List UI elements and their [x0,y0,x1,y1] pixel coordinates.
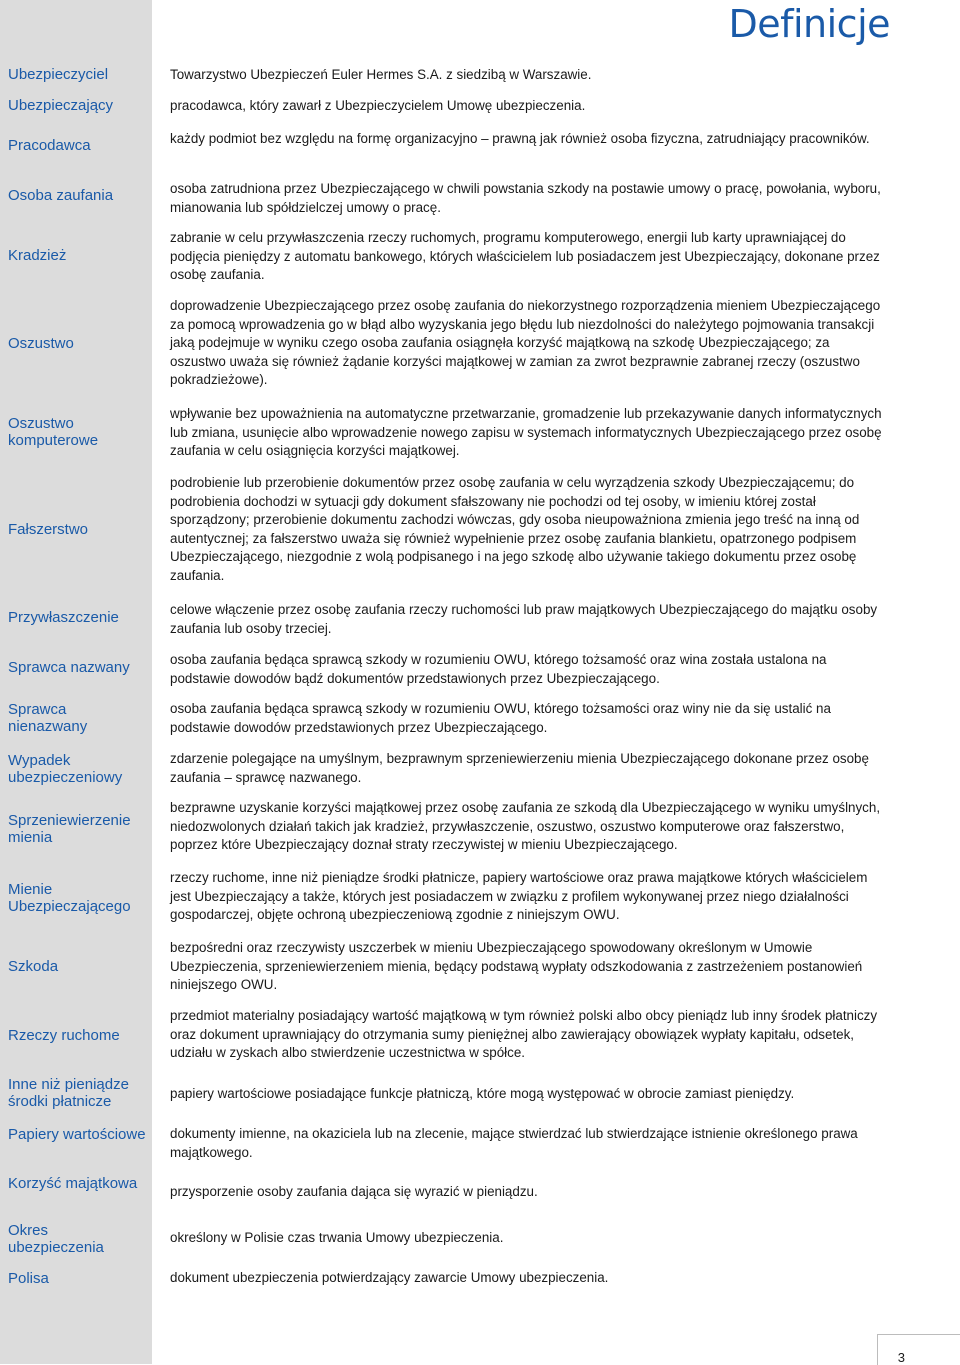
definition-text: osoba zaufania będąca sprawcą szkody w rozumieniu OWU, którego tożsamości oraz winy nie da się ustalić na podstawie dowodów przedstawionych przez Ubezpieczającego. [170,701,831,735]
definition-text: każdy podmiot bez względu na formę organizacyjno – prawną jak również osoba fizyczna, zatrudniający pracowników. [170,131,870,146]
term-label: Korzyść majątkowa [8,1175,138,1192]
page-title: Definicje [728,2,890,46]
definition-text: rzeczy ruchome, inne niż pieniądze środki płatnicze, papiery wartościowe oraz prawa majątkowe których właścicielem jest Ubezpieczający a także, których jest posiadaczem w związku z profilem wykonywanej przez niego działalności gospodarczej, objęte ochroną ubezpieczeniową zgodnie z niniejszym OWU. [170,870,868,922]
term-label: Pracodawca [8,137,91,154]
term-label: Szkoda [8,958,59,975]
definition-text: pracodawca, który zawarł z Ubezpieczycielem Umowę ubezpieczenia. [170,98,586,113]
page-number-frame [877,1334,960,1365]
term-label: Sprawca nienazwany [8,701,88,735]
definition-text: dokumenty imienne, na okaziciela lub na zlecenie, mające stwierdzać lub stwierdzające istnienie określonego prawa majątkowego. [170,1126,858,1160]
definition-text: osoba zatrudniona przez Ubezpieczającego w chwili powstania szkody na postawie umowy o pracę, powołania, wyboru, mianowania lub spółdzielczej umowy o pracę. [170,181,881,215]
definition-text: przysporzenie osoby zaufania dająca się wyrazić w pieniądzu. [170,1184,538,1199]
term-label: Kradzież [8,247,67,264]
term-label: Inne niż pieniądze środki płatnicze [8,1076,129,1110]
term-label: Oszustwo [8,335,74,352]
term-label: Rzeczy ruchome [8,1027,120,1044]
definition-text: celowe włączenie przez osobę zaufania rzeczy ruchomości lub praw majątkowych Ubezpieczającego do majątku osoby zaufania lub osoby trzeciej. [170,602,878,636]
definition-text: dokument ubezpieczenia potwierdzający zawarcie Umowy ubezpieczenia. [170,1270,609,1285]
term-label: Ubezpieczający [8,97,114,114]
term-label: Sprzeniewierzenie mienia [8,812,131,846]
term-label: Przywłaszczenie [8,609,119,626]
definition-text: osoba zaufania będąca sprawcą szkody w rozumieniu OWU, którego tożsamość oraz wina została ustalona na podstawie dowodów bądź dokumentów przedstawionych przez Ubezpieczającego. [170,652,827,686]
definition-text: Towarzystwo Ubezpieczeń Euler Hermes S.A. z siedzibą w Warszawie. [170,67,592,82]
term-label: Sprawca nazwany [8,659,130,676]
definition-text: papiery wartościowe posiadające funkcje płatniczą, które mogą występować w obrocie zamiast pieniędzy. [170,1086,795,1101]
term-label: Polisa [8,1270,49,1287]
definition-text: zabranie w celu przywłaszczenia rzeczy ruchomych, programu komputerowego, energii lub karty uprawniającej do podjęcia pieniędzy z automatu bankowego, których właścicielem lub posiadaczem jest Ubezpieczający, dokonane przez osobę zaufania. [170,230,880,282]
term-label: Mienie Ubezpieczającego [8,881,131,915]
definition-text: bezpośredni oraz rzeczywisty uszczerbek w mieniu Ubezpieczającego spowodowany określonym w Umowie Ubezpieczenia, sprzeniewierzeniem mienia, będący podstawą wypłaty odszkodowania z zastrzeżeniem postanowień niniejszego OWU. [170,940,863,992]
definition-text: doprowadzenie Ubezpieczającego przez osobę zaufania do niekorzystnego rozporządzenia mieniem Ubezpieczającego za pomocą wprowadzenia go w błąd albo wyzyskania jego błędu lub niezdolności do należytego pojmowania transakcji jaką podejmuje w wyniku czego osoba zaufania osiągnęła korzyść majątkową na szkodę Ubezpieczającego; za oszustwo uważa się również żądanie korzyści majątkowej w zamian za zwrot bezprawnie zabranej rzeczy (oszustwo pokradzieżowe). [170,298,881,387]
term-label: Okres ubezpieczenia [8,1222,104,1256]
definition-text: przedmiot materialny posiadający wartość majątkową w tym również polski albo obcy pieniądz lub inny środek płatniczy oraz dokument uprawniający do otrzymania sumy pieniężnej albo zawierający obowiązek wypłaty kapitału, odsetek, udziału w zyskach albo stwierdzenie uczestnictwa w spółce. [170,1008,878,1060]
sidebar-background [0,0,152,1364]
term-label: Osoba zaufania [8,187,114,204]
definition-text: bezprawne uzyskanie korzyści majątkowej przez osobę zaufania ze szkodą dla Ubezpieczającego w wyniku umyślnych, niedozwolonych działań takich jak kradzież, przywłaszczenie, oszustwo, oszustwo komputerowe oraz fałszerstwo, poprzez które Ubezpieczający doznał straty rzeczywistej w mieniu Ubezpieczającego. [170,800,881,852]
definition-text: podrobienie lub przerobienie dokumentów przez osobę zaufania w celu wyrządzenia szkody Ubezpieczającemu; do podrobienia dochodzi w sytuacji gdy dokument sfałszowany nie pochodzi od tej osoby, w imieniu której został sporządzony; przerobienie dokumentu zachodzi wówczas, gdy osoba nieupoważniona zmienia jego treść na inną od autentycznej; za fałszerstwo uważa się również wypełnienie przez osobę zaufania blankietu, opatrzonego podpisem Ubezpieczającego, niezgodnie z wolą podpisanego i na jego szkodę albo używanie takiego dokumentu przez osobę zaufania. [170,475,860,583]
term-label: Wypadek ubezpieczeniowy [8,752,123,786]
term-label: Papiery wartościowe [8,1126,146,1143]
definition-text: wpływanie bez upoważnienia na automatyczne przetwarzanie, gromadzenie lub przekazywanie danych informatycznych lub zmiana, usunięcie albo wprowadzenie nowego zapisu w systemach informatycznych Ubezpieczającego przez osobę zaufania w celu osiągnięcia korzyści majątkowej. [170,406,882,458]
page-number: 3 [897,1350,905,1365]
term-label: Oszustwo komputerowe [8,415,99,449]
definition-text: określony w Polisie czas trwania Umowy ubezpieczenia. [170,1230,504,1245]
term-label: Ubezpieczyciel [8,66,109,83]
term-label: Fałszerstwo [8,521,89,538]
definition-text: zdarzenie polegające na umyślnym, bezprawnym sprzeniewierzeniu mienia Ubezpieczającego dokonane przez osobę zaufania – sprawcę nazwanego. [170,751,869,785]
